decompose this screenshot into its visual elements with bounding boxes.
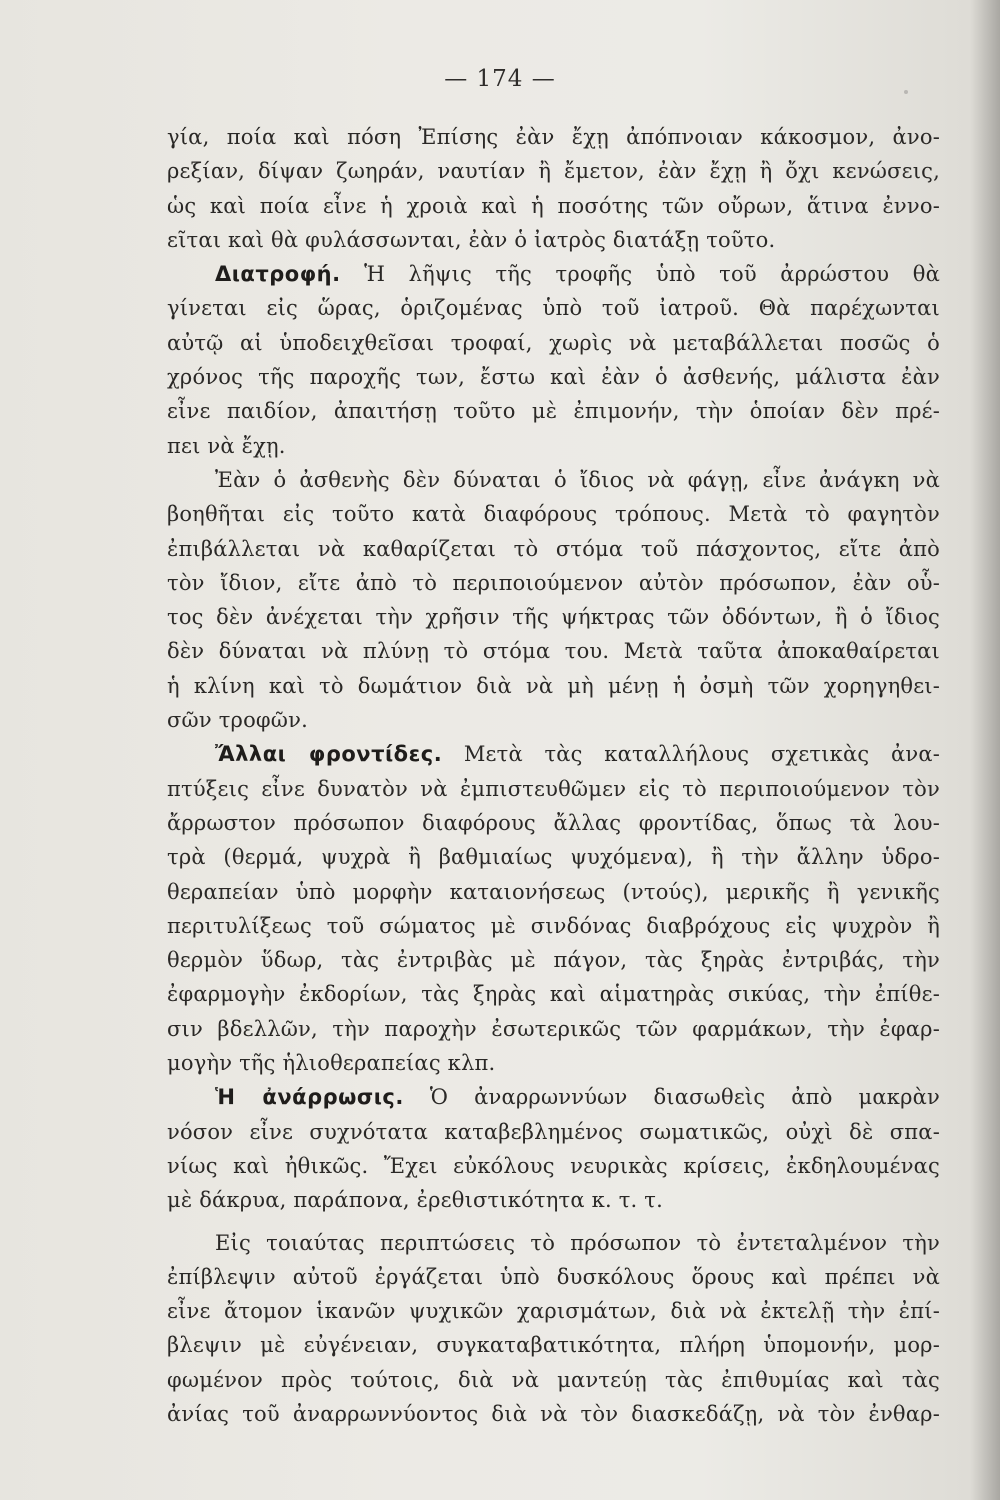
text-line: ἐπιβάλλεται νὰ καθαρίζεται τὸ στόμα τοῦ πάσχοντος, εἴτε ἀπὸ [167, 536, 940, 561]
text-line: περιτυλίξεως τοῦ σώματος μὲ σινδόνας διαβρόχους εἰς ψυχρὸν ἢ [167, 913, 940, 938]
text-line: νόσον εἶνε συχνότατα καταβεβλημένος σωματικῶς, οὐχὶ δὲ σπα- [167, 1119, 940, 1144]
paragraph-frontides-first-line [167, 737, 940, 771]
text-line: τὸν ἴδιον, εἴτε ἀπὸ τὸ περιποιούμενον αὐτὸν πρόσωπον, ἐὰν οὗ- [167, 570, 940, 595]
text-line: δὲν δύναται νὰ πλύνῃ τὸ στόμα του. Μετὰ ταῦτα ἀποκαθαίρεται [167, 639, 940, 664]
text-line: φωμένον πρὸς τούτοις, διὰ νὰ μαντεύῃ τὰς ἐπιθυμίας καὶ τὰς [167, 1367, 940, 1392]
section-heading-alles-frontides: Ἄλλαι φροντίδες. [215, 742, 443, 767]
text-line: Μετὰ τὰς καταλλήλους σχετικὰς ἀνα- [463, 742, 940, 767]
text-line: χρόνος τῆς παροχῆς των, ἔστω καὶ ἐὰν ὁ ἀσθενής, μάλιστα ἐὰν [167, 365, 940, 390]
text-line: ἀνίας τοῦ ἀναρρωννύοντος διὰ νὰ τὸν διασκεδάζῃ, νὰ τὸν ἐνθαρ- [167, 1401, 940, 1426]
text-line: ἡ κλίνη καὶ τὸ δωμάτιον διὰ νὰ μὴ μένῃ ἡ ὀσμὴ τῶν χορηγηθει- [167, 673, 940, 698]
section-heading-anarrosis: Ἡ ἀνάρρωσις. [215, 1085, 404, 1110]
text-line: νίως καὶ ἠθικῶς. Ἔχει εὐκόλους νευρικὰς κρίσεις, ἐκδηλουμένας [167, 1153, 940, 1178]
text-line: Ἐὰν ὁ ἀσθενὴς δὲν δύναται ὁ ἴδιος νὰ φάγῃ, εἶνε ἀνάγκη νὰ [215, 467, 940, 492]
text-line: βλεψιν μὲ εὐγένειαν, συγκαταβατικότητα, πλήρη ὑπομονήν, μορ- [167, 1333, 940, 1358]
text-line: μογὴν τῆς ἡλιοθεραπείας κλπ. [167, 1051, 496, 1076]
text-line: τος δὲν ἀνέχεται τὴν χρῆσιν τῆς ψήκτρας τῶν ὀδόντων, ἢ ὁ ἴδιος [167, 605, 940, 630]
text-line: πει νὰ ἔχῃ. [167, 433, 286, 458]
text-line: γίνεται εἰς ὥρας, ὁριζομένας ὑπὸ τοῦ ἰατροῦ. Θὰ παρέχωνται [167, 296, 940, 321]
text-line: μὲ δάκρυα, παράπονα, ἐρεθιστικότητα κ. τ. τ. [167, 1188, 663, 1213]
text-line: Ἡ λῆψις τῆς τροφῆς ὑπὸ τοῦ ἀρρώστου θὰ [364, 262, 940, 287]
paragraph-anarrosis-first-line [167, 1080, 940, 1114]
text-line: ὡς καὶ ποία εἶνε ἡ χροιὰ καὶ ἡ ποσότης τῶν οὔρων, ἅτινα ἐννο- [167, 193, 940, 218]
text-line: θεραπείαν ὑπὸ μορφὴν καταιονήσεως (ντούς), μερικῆς ἢ γενικῆς [167, 879, 940, 904]
body-text [167, 120, 940, 1431]
text-line: πτύξεις εἶνε δυνατὸν νὰ ἐμπιστευθῶμεν εἰς τὸ περιποιούμενον τὸν [167, 776, 940, 801]
text-line: τρὰ (θερμά, ψυχρὰ ἢ βαθμιαίως ψυχόμενα), ἢ τὴν ἄλλην ὑδρο- [167, 845, 940, 870]
text-line: αὐτῷ αἱ ὑποδειχθεῖσαι τροφαί, χωρὶς νὰ μεταβάλλεται ποσῶς ὁ [167, 330, 940, 355]
text-line: σῶν τροφῶν. [167, 708, 308, 733]
text-line: γία, ποία καὶ πόση Ἐπίσης ἐὰν ἔχῃ ἀπόπνοιαν κάκοσμον, ἀνο- [167, 125, 940, 149]
text-line: ἄρρωστον πρόσωπον διαφόρους ἄλλας φροντίδας, ὅπως τὰ λου- [167, 810, 940, 835]
text-line: ἐφαρμογὴν ἐκδορίων, τὰς ξηρὰς καὶ αἱματηρὰς σικύας, τὴν ἐπίθε- [167, 982, 940, 1007]
section-heading-diatrofi: Διατροφή. [215, 262, 341, 287]
text-line: θερμὸν ὕδωρ, τὰς ἐντριβὰς μὲ πάγον, τὰς ξηρὰς ἐντριβάς, τὴν [167, 948, 940, 973]
page-number: — 174 — [444, 66, 556, 92]
text-line: εἶνε ἄτομον ἱκανῶν ψυχικῶν χαρισμάτων, διὰ νὰ ἐκτελῇ τὴν ἐπί- [167, 1299, 940, 1324]
text-line: σιν βδελλῶν, τὴν παροχὴν ἐσωτερικῶς τῶν φαρμάκων, τὴν ἐφαρ- [167, 1016, 940, 1041]
text-line: Ὁ ἀναρρωννύων διασωθεὶς ἀπὸ μακρὰν [429, 1085, 940, 1110]
text-line: ρεξίαν, δίψαν ζωηράν, ναυτίαν ἢ ἔμετον, ἐὰν ἔχῃ ἢ ὄχι κενώσεις, [167, 159, 940, 184]
text-line: βοηθῆται εἰς τοῦτο κατὰ διαφόρους τρόπους. Μετὰ τὸ φαγητὸν [167, 502, 940, 527]
text-line: εἶνε παιδίον, ἀπαιτήσῃ τοῦτο μὲ ἐπιμονήν, τὴν ὁποίαν δὲν πρέ- [167, 399, 940, 424]
text-line: εῖται καὶ θὰ φυλάσσωνται, ἐὰν ὁ ἰατρὸς διατάξῃ τοῦτο. [167, 227, 776, 252]
text-line: ἐπίβλεψιν αὐτοῦ ἐργάζεται ὑπὸ δυσκόλους ὅρους καὶ πρέπει νὰ [167, 1264, 940, 1289]
text-line: Εἰς τοιαύτας περιπτώσεις τὸ πρόσωπον τὸ ἐντεταλμένον τὴν [215, 1230, 940, 1255]
paragraph-diatrofi-first-line [167, 257, 940, 291]
